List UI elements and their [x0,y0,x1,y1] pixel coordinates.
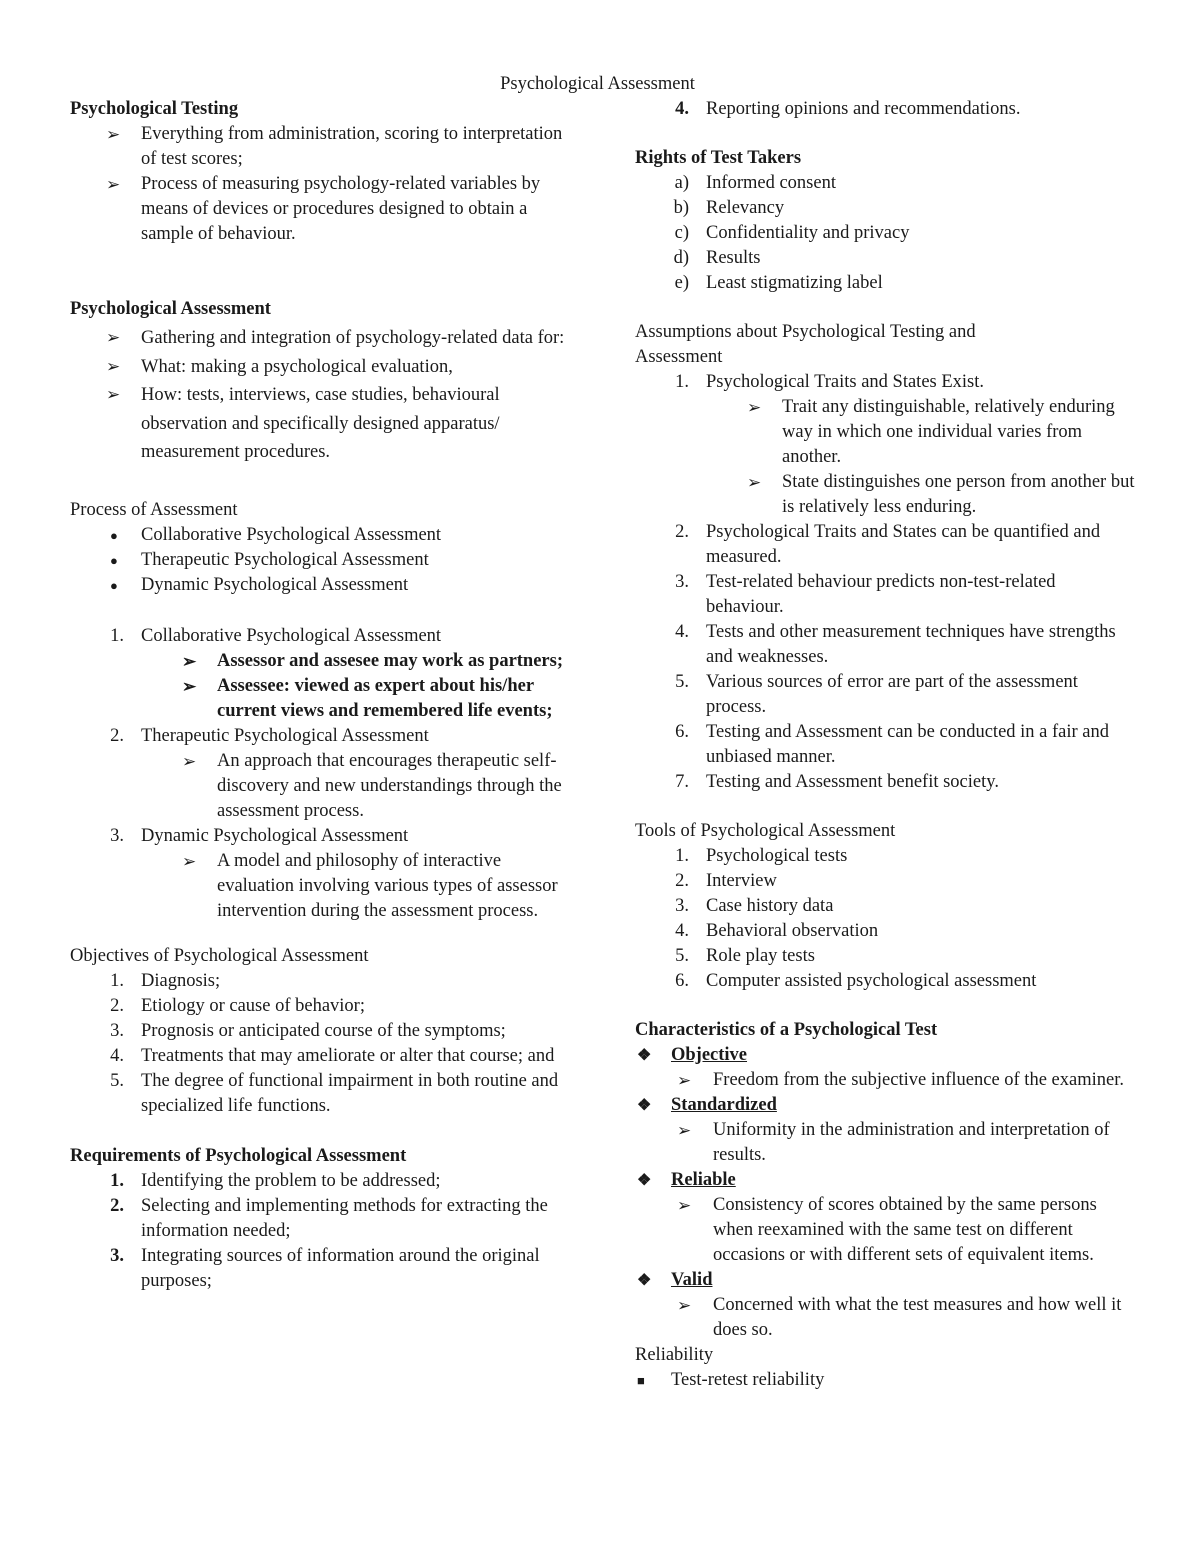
list-item: 6. Testing and Assessment can be conducted in a fair and unbiased manner. [675,722,1110,767]
arrow-bullet-icon: ➢ [747,398,762,417]
list-item: 5. Role play tests [675,946,815,966]
characteristic-label: ❖ Objective [635,1043,1135,1068]
sub-list-item: ➢ Assessee: viewed as expert about his/her current views and remembered life events; [70,674,570,724]
arrow-bullet-icon: ➢ [677,1071,692,1090]
arrow-bullet-icon: ➢ [182,751,197,771]
list-item: ➢ How: tests, interviews, case studies, behavioural observation and specifically designed apparatus/ measurement procedures. [70,381,570,467]
list-item: 3. Prognosis or anticipated course of the symptoms; [110,1020,506,1041]
requirements-section [70,1144,570,1294]
sub-list-item: ➢ Uniformity in the administration and interpretation of results. [635,1118,1135,1168]
psychological-assessment-section [70,297,570,467]
tools-section [635,819,1135,994]
arrow-bullet-icon: ➢ [747,473,762,492]
characteristic-label: ❖ Reliable [635,1168,1135,1193]
section-heading: Characteristics of a Psychological Test [635,1020,938,1040]
diamond-bullet-icon: ❖ [637,1172,652,1189]
list-item: 2. Etiology or cause of behavior; [110,995,365,1016]
characteristics-section [635,1018,1135,1343]
section-heading: Rights of Test Takers [635,148,802,168]
diamond-bullet-icon: ❖ [637,1047,652,1064]
list-item: 1. Diagnosis; [110,970,221,991]
list-item: 3. Test-related behaviour predicts non-test-related behaviour. [675,572,1056,617]
list-item: 2. Therapeutic Psychological Assessment [110,725,429,746]
list-item: c) Confidentiality and privacy [674,223,910,243]
right-column [635,97,1135,1393]
list-item: ● Collaborative Psychological Assessment [70,523,570,548]
list-item: 7. Testing and Assessment benefit society. [675,772,999,792]
section-heading: Requirements of Psychological Assessment [70,1145,407,1166]
section-heading: Psychological Testing [70,99,239,119]
list-item: 1. Psychological tests [675,846,848,866]
reliability-section [635,1343,1135,1393]
sub-list-item: ➢ An approach that encourages therapeutic self-discovery and new understandings through the assessment process. [70,749,570,824]
arrow-bullet-icon: ➢ [182,676,197,696]
bullet-icon: ● [110,577,118,593]
list-item: ● Dynamic Psychological Assessment [70,573,570,598]
sub-list-item: ➢ Concerned with what the test measures and how well it does so. [635,1293,1135,1343]
arrow-bullet-icon: ➢ [677,1196,692,1215]
sub-list-item: ➢ Trait any distinguishable, relatively enduring way in which one individual varies from another. [635,395,1135,470]
sub-list-item: ➢ State distinguishes one person from another but is relatively less enduring. [635,470,1135,520]
arrow-bullet-icon: ➢ [106,385,121,404]
list-item: 2. Selecting and implementing methods for extracting the information needed; [110,1195,548,1241]
left-column [70,97,570,1294]
arrow-bullet-icon: ➢ [106,125,121,144]
diamond-bullet-icon: ❖ [637,1097,652,1114]
square-bullet-icon: ■ [637,1373,645,1388]
list-item: 1. Identifying the problem to be addressed; [110,1170,441,1191]
arrow-bullet-icon: ➢ [106,356,121,376]
list-item: b) Relevancy [673,198,785,218]
section-heading: Reliability [635,1345,714,1365]
list-item: 3. Dynamic Psychological Assessment [110,825,409,846]
list-item: 4. Tests and other measurement techniques have strengths and weaknesses. [675,622,1116,667]
bullet-icon: ● [110,552,118,568]
list-item: ➢ Gathering and integration of psychology-related data for: [70,324,570,353]
list-item: 4. Behavioral observation [675,921,879,941]
list-item: 3. Integrating sources of information around the original purposes; [110,1245,540,1291]
arrow-bullet-icon: ➢ [106,175,121,194]
list-item: ➢ Everything from administration, scoring to interpretation of test scores; [70,122,570,172]
list-item: 1. Psychological Traits and States Exist. [675,372,985,392]
arrow-bullet-icon: ➢ [677,1296,692,1315]
list-item: ➢ Process of measuring psychology-related variables by means of devices or procedures designed to obtain a sample of behaviour. [70,172,570,247]
list-item: d) Results [673,248,761,268]
list-item: 2. Psychological Traits and States can be quantified and measured. [675,522,1101,567]
arrow-bullet-icon: ➢ [106,328,121,347]
bullet-icon: ● [110,527,118,543]
diamond-bullet-icon: ❖ [637,1272,652,1289]
section-heading: Objectives of Psychological Assessment [70,945,369,966]
list-item: 1. Collaborative Psychological Assessment [110,625,442,646]
sub-list-item: ➢ Consistency of scores obtained by the same persons when reexamined with the same test on different occasions or with different sets of equivalent items. [635,1193,1135,1268]
section-heading: Process of Assessment [70,499,238,520]
objectives-section [70,944,570,1119]
characteristic-label: ❖ Valid [635,1268,1135,1293]
list-item: e) Least stigmatizing label [674,273,883,293]
list-item: 5. Various sources of error are part of the assessment process. [675,672,1078,717]
sub-list-item: ➢ Freedom from the subjective influence of the examiner. [635,1068,1135,1093]
list-item: ■ Test-retest reliability [635,1368,1135,1393]
list-item: a) Informed consent [674,173,836,193]
psychological-testing-section [70,97,570,247]
list-item: 2. Interview [675,871,777,891]
list-item: 6. Computer assisted psychological assessment [675,971,1037,991]
section-heading: Assumptions about Psychological Testing and Assessment [635,322,976,367]
section-heading: Psychological Assessment [70,299,271,319]
list-item: ➢ What: making a psychological evaluation, [70,353,570,382]
list-item: 3. Case history data [675,896,834,916]
assumptions-section [635,320,1135,795]
arrow-bullet-icon: ➢ [677,1121,692,1140]
list-item: 4. Treatments that may ameliorate or alter that course; and [110,1045,555,1066]
process-of-assessment-section [70,498,570,924]
section-heading: Tools of Psychological Assessment [635,821,896,841]
sub-list-item: ➢ A model and philosophy of interactive evaluation involving various types of assessor intervention during the assessment process. [70,849,570,924]
characteristic-label: ❖ Standardized [635,1093,1135,1118]
rights-section [635,146,1135,296]
sub-list-item: ➢ Assessor and assesee may work as partners; [70,649,570,674]
list-item: ● Therapeutic Psychological Assessment [70,548,570,573]
page-title: Psychological Assessment [500,74,695,94]
arrow-bullet-icon: ➢ [182,851,197,871]
arrow-bullet-icon: ➢ [182,651,197,671]
list-item: 5. The degree of functional impairment in both routine and specialized life functions. [110,1070,559,1116]
list-item: 4. Reporting opinions and recommendations. [675,99,1021,119]
